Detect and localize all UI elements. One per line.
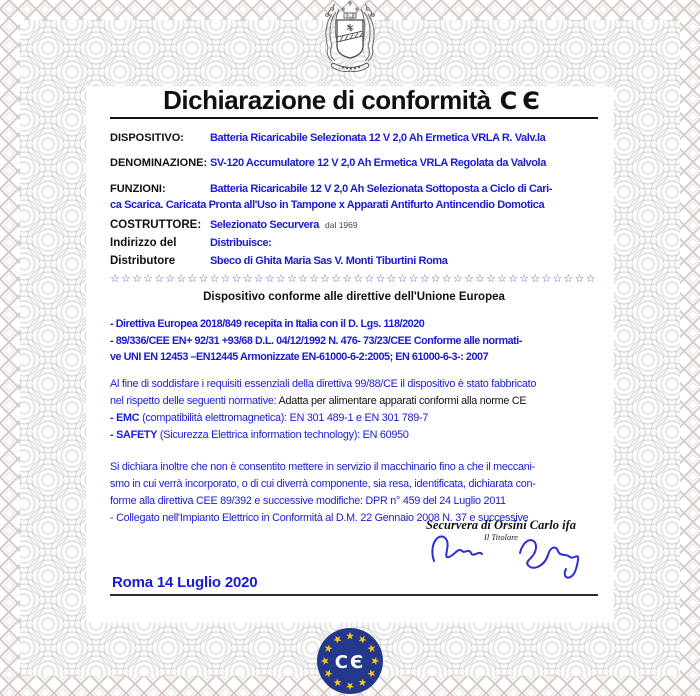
field-indirizzo-1	[110, 234, 598, 252]
footer	[110, 518, 598, 596]
field-indirizzo-2	[110, 252, 598, 270]
directive-line: ve UNI EN 12453 –EN12445 Armonizzate EN-61000-6-2:2005; EN 61000-6-3-: 2007	[110, 351, 489, 363]
signer-name: Securvera di Orsini Carlo ifa	[425, 518, 576, 532]
field-denominazione	[110, 156, 598, 171]
field-label: FUNZIONI:	[110, 183, 166, 195]
declaration-line: smo in cui verrà incorporato, o di cui diverrà componente, sia resa, identificata, dichiarata con-	[110, 477, 536, 490]
certificate-content	[86, 86, 614, 622]
emc-line	[110, 410, 598, 427]
title-text: Dichiarazione di conformità	[163, 85, 491, 115]
declaration-line: forme alla direttiva CEE 89/392 e successive modifiche: DPR n° 459 del 24 Luglio 2011	[110, 494, 506, 507]
requirements-black: Adatta per alimentare apparati conformi alla norme CE	[278, 394, 527, 407]
directives-block	[110, 316, 598, 366]
safety-line	[110, 427, 598, 444]
field-value-line1: Batteria Ricaricabile 12 V 2,0 Ah Selezionata Sottoposta a Ciclo di Cari-	[210, 183, 553, 195]
signature-block	[406, 518, 596, 542]
conformity-heading: Dispositivo conforme alle direttive dell'Unione Europea	[203, 291, 505, 303]
field-label: DISPOSITIVO:	[110, 132, 184, 144]
device-fields	[110, 131, 598, 270]
field-label: Distributore	[110, 255, 176, 267]
manufacturer-since: dal 1969	[325, 220, 358, 230]
field-costruttore	[110, 216, 598, 234]
directive-line: - 89/336/CEE EN+ 92/31 +93/68 D.L. 04/12/1992 N. 476- 73/23/CEE Conforme alle normati-	[110, 334, 522, 347]
directive-line: - Direttiva Europea 2018/849 recepita in Italia con il D. Lgs. 118/2020	[110, 318, 425, 330]
coat-of-arms-icon	[305, 0, 395, 84]
field-value: SV-120 Accumulatore 12 V 2,0 Ah Ermetica VRLA Regolata da Valvola	[210, 157, 546, 169]
requirements-line: Al fine di soddisfare i requisiti essenziali della direttiva 99/88/CE il dispositivo è stato fabbricato	[110, 377, 537, 390]
emc-text: (compatibilità elettromagnetica): EN 301 489-1 e EN 301 789-7	[139, 411, 429, 424]
field-funzioni	[110, 181, 598, 213]
badge-ce-text: CЄ	[334, 652, 366, 673]
requirements-line	[110, 393, 598, 410]
field-label: COSTRUTTORE:	[110, 219, 202, 231]
page-title	[110, 86, 598, 119]
field-label: DENOMINAZIONE:	[110, 157, 208, 169]
handwritten-signature	[420, 527, 600, 583]
field-value-line2: ca Scarica. Caricata Pronta all'Uso in Tampone x Apparati Antifurto Antincendio Domotica	[110, 199, 545, 211]
distributes-label: Distribuisce:	[210, 237, 272, 249]
safety-label: - SAFETY	[110, 428, 158, 441]
declaration-line: - Collegato nell'Impianto Elettrico in Conformità al D.M. 22 Gennaio 2008 N. 37 e successive	[110, 511, 529, 524]
requirements-block	[110, 376, 598, 444]
eu-ce-badge-icon	[316, 627, 384, 695]
safety-text: (Sicurezza Elettrica information technology): EN 60950	[157, 428, 409, 441]
declaration-block	[110, 459, 598, 527]
ce-mark: CЄ	[499, 87, 545, 115]
requirements-blue: nel rispetto delle seguenti normative:	[110, 394, 279, 407]
distributor-value: Sbeco di Ghita Maria Sas V. Monti Tiburtini Roma	[210, 255, 448, 267]
signer-title: Il Titolare	[484, 532, 518, 542]
declaration-line: Si dichiara inoltre che non è consentito mettere in servizio il macchinario fino a che il meccani-	[110, 460, 535, 473]
star-divider: ☆☆☆☆☆☆☆☆☆☆☆☆☆☆☆☆☆☆☆☆☆☆☆☆☆☆☆☆☆☆☆☆☆☆☆☆☆☆☆☆☆☆☆☆	[110, 272, 597, 285]
field-dispositivo	[110, 131, 598, 146]
field-value: Batteria Ricaricabile Selezionata 12 V 2,0 Ah Ermetica VRLA R. Valv.la	[210, 132, 546, 144]
manufacturer-value: Selezionato Securvera	[210, 219, 319, 231]
field-label: Indirizzo del	[110, 237, 177, 249]
place-date: Roma 14 Luglio 2020	[112, 574, 258, 591]
emc-label: - EMC	[110, 411, 140, 424]
